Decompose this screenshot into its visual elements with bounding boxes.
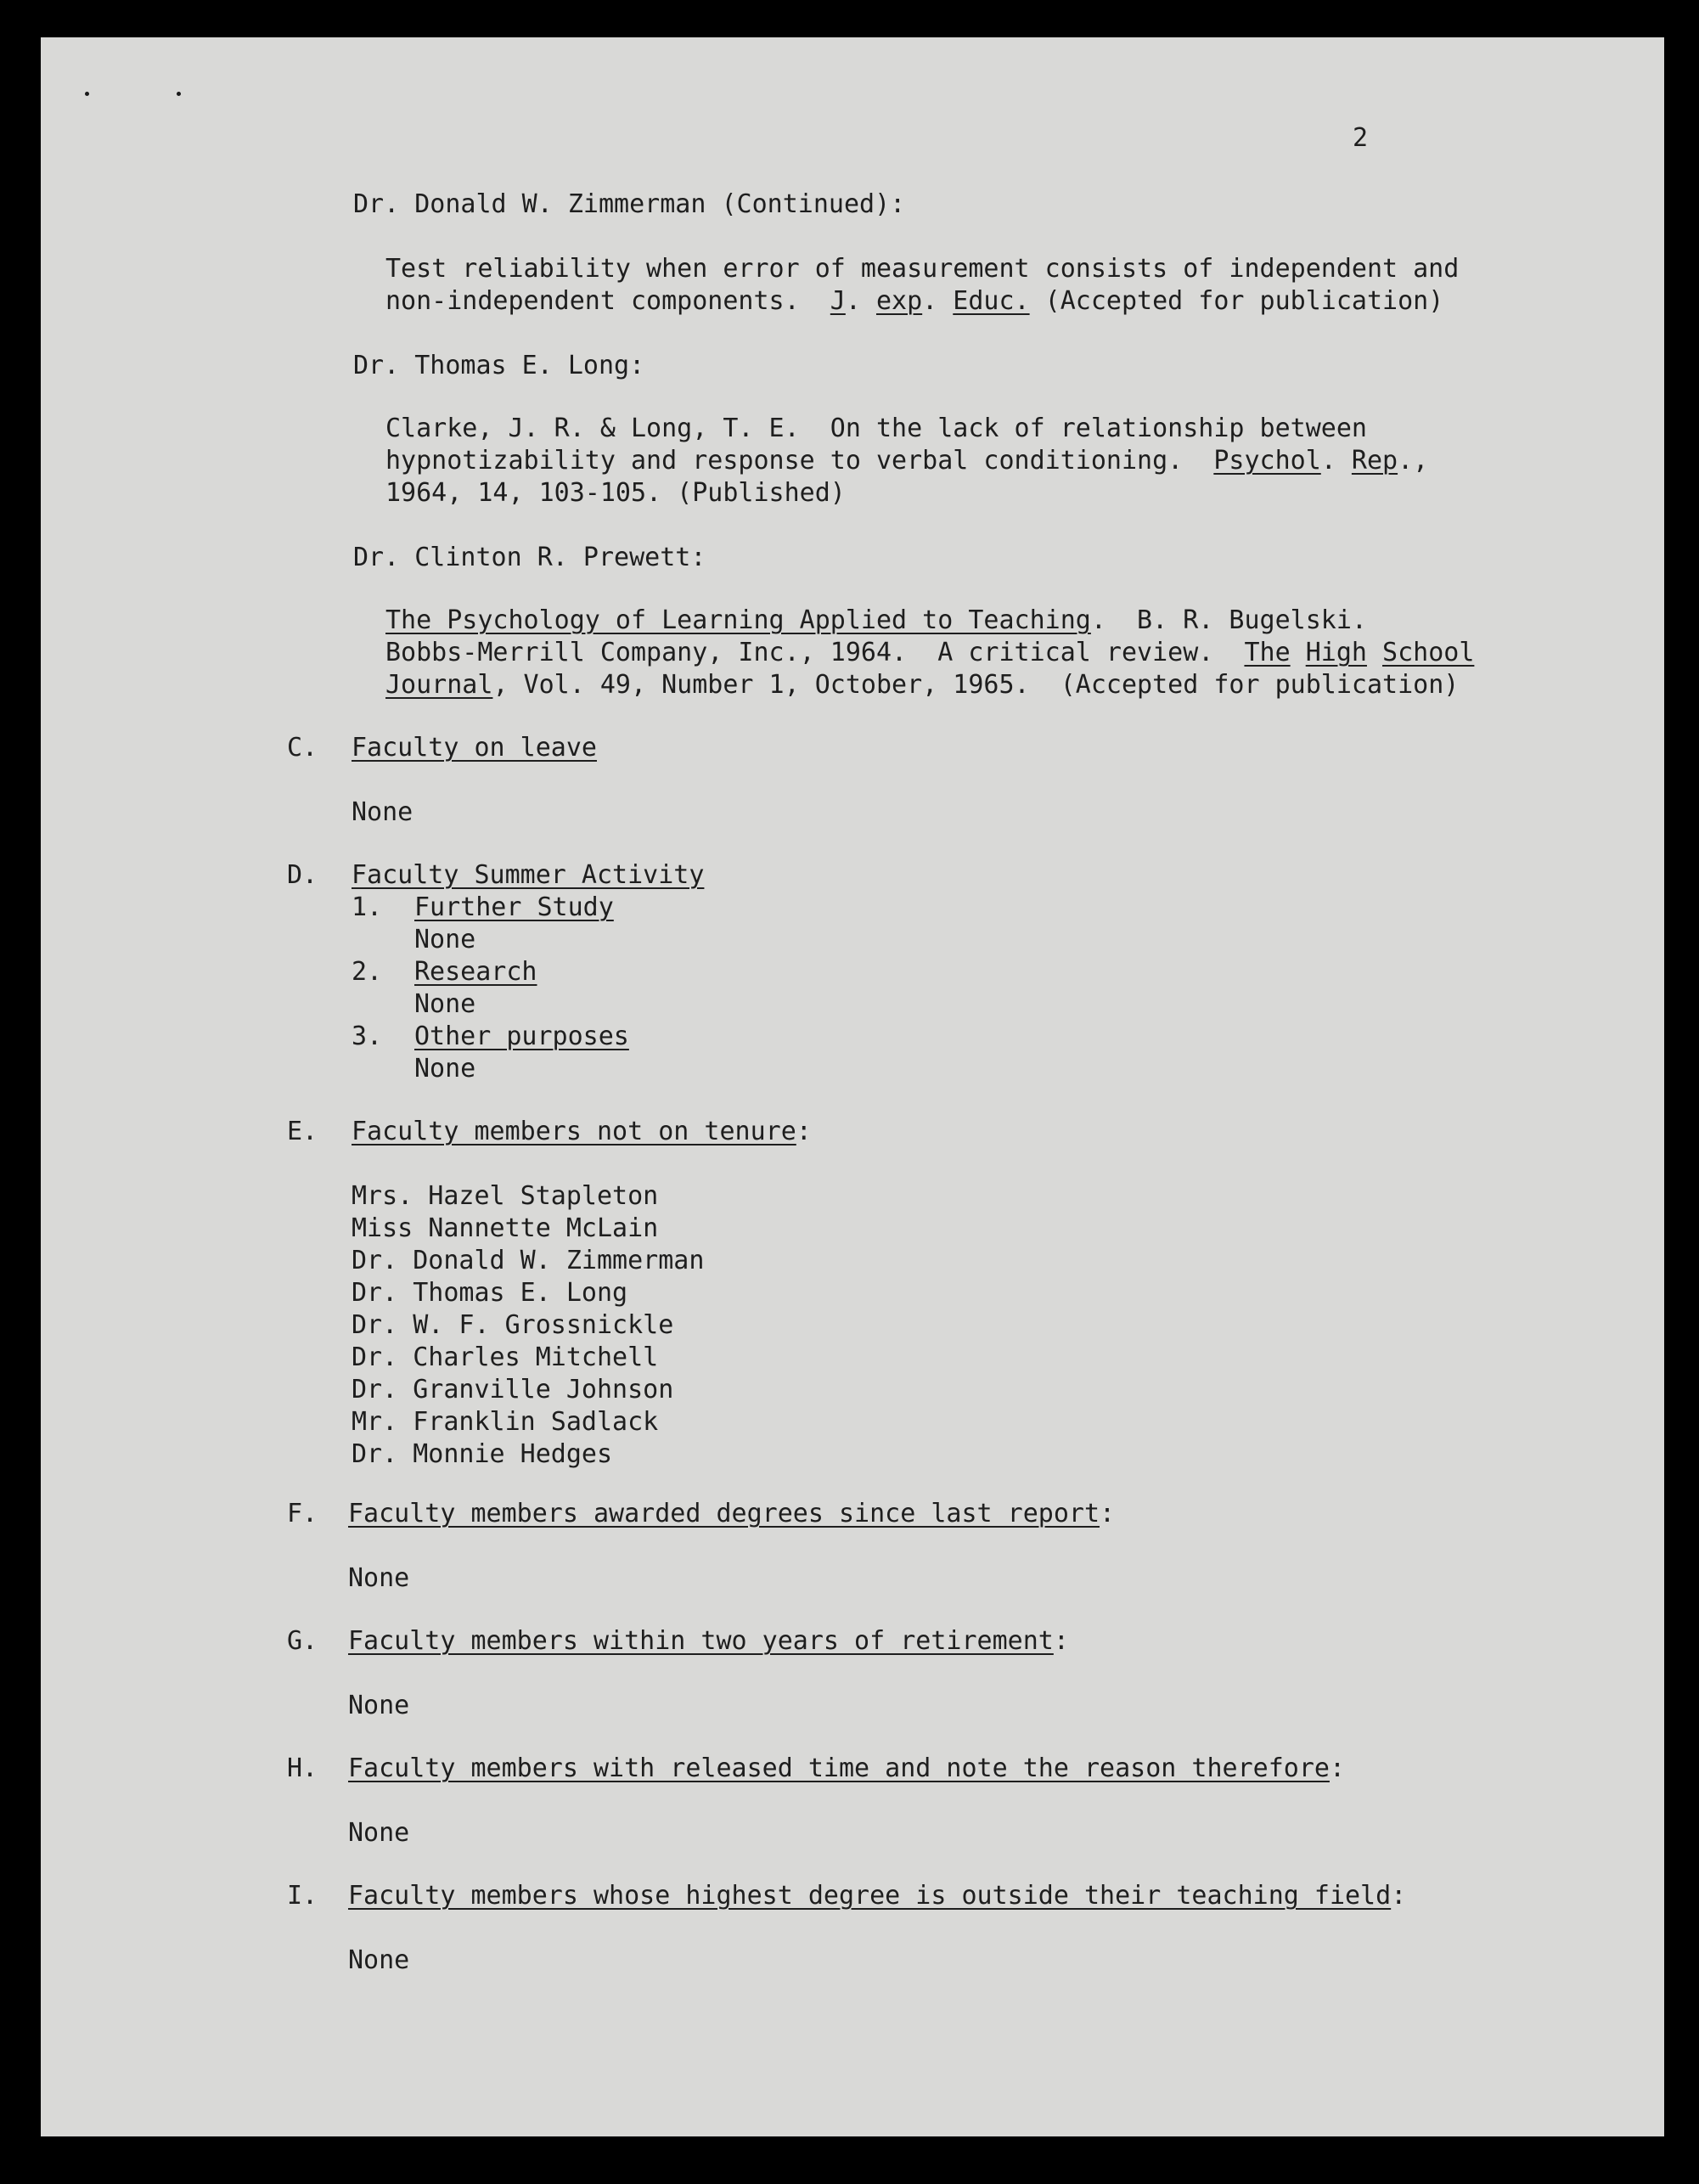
name-list-item: Dr. Charles Mitchell [352, 1342, 659, 1372]
journal-title: Journal [385, 670, 493, 700]
section-c-letter: C. [287, 733, 318, 763]
long-heading: Dr. Thomas E. Long: [353, 351, 645, 380]
section-f-heading: Faculty members awarded degrees since last report: [348, 1499, 1116, 1528]
section-e-title: Faculty members not on tenure [352, 1117, 796, 1146]
zimmerman-line-2: non-independent components. J. exp. Educ. (Accepted for publication) [385, 286, 1444, 316]
section-i-letter: I. [287, 1881, 318, 1911]
journal-abbrev: Educ. [953, 286, 1030, 316]
long-line-3: 1964, 14, 103-105. (Published) [385, 478, 846, 508]
name-list-item: Dr. W. F. Grossnickle [352, 1310, 674, 1340]
journal-abbrev: J [830, 286, 846, 316]
section-g-heading: Faculty members within two years of retirement: [348, 1626, 1069, 1656]
prewett-heading: Dr. Clinton R. Prewett: [353, 543, 706, 572]
name-list-item: Mrs. Hazel Stapleton [352, 1181, 659, 1211]
section-e-letter: E. [287, 1117, 318, 1146]
zimmerman-line-1: Test reliability when error of measurement consists of independent and [385, 254, 1460, 284]
long-line-2: hypnotizability and response to verbal conditioning. Psychol. Rep., [385, 446, 1429, 476]
scan-mark [177, 92, 181, 96]
journal-abbrev: Rep [1351, 446, 1398, 476]
section-d-item-2-body: None [414, 989, 476, 1019]
section-i-title: Faculty members whose highest degree is outside their teaching field [348, 1881, 1392, 1911]
section-c-title: Faculty on leave [352, 733, 597, 763]
scan-mark [85, 92, 89, 96]
section-f-body: None [348, 1563, 410, 1593]
prewett-line-2: Bobbs-Merrill Company, Inc., 1964. A critical review. The High School [385, 638, 1475, 667]
journal-title: The [1244, 638, 1291, 667]
name-list-item: Dr. Granville Johnson [352, 1375, 674, 1404]
section-f-title: Faculty members awarded degrees since last report [348, 1499, 1100, 1528]
section-i-heading: Faculty members whose highest degree is outside their teaching field: [348, 1881, 1407, 1911]
journal-abbrev: exp [875, 286, 923, 316]
name-list-item: Miss Nannette McLain [352, 1213, 659, 1243]
book-title: The Psychology of Learning Applied to Teaching [385, 605, 1091, 635]
section-c-body: None [352, 797, 413, 827]
section-f-letter: F. [287, 1499, 318, 1528]
section-e-heading: Faculty members not on tenure: [352, 1117, 812, 1146]
section-h-letter: H. [287, 1753, 318, 1783]
name-list-item: Mr. Franklin Sadlack [352, 1407, 659, 1437]
section-g-letter: G. [287, 1626, 318, 1656]
long-line-1: Clarke, J. R. & Long, T. E. On the lack of relationship between [385, 414, 1367, 443]
section-h-title: Faculty members with released time and note the reason therefore [348, 1753, 1330, 1783]
name-list-item: Dr. Donald W. Zimmerman [352, 1246, 705, 1275]
section-d-item-1-title: Further Study [414, 892, 614, 922]
journal-abbrev: Psychol [1213, 446, 1321, 476]
section-d-item-3-body: None [414, 1054, 476, 1084]
section-d-item-2-title: Research [414, 957, 537, 987]
prewett-line-3: Journal, Vol. 49, Number 1, October, 1965. (Accepted for publication) [385, 670, 1460, 700]
section-d-title: Faculty Summer Activity [352, 860, 705, 890]
section-h-body: None [348, 1818, 410, 1848]
page-number: 2 [1353, 123, 1369, 153]
document-page [41, 37, 1664, 2136]
prewett-line-1: The Psychology of Learning Applied to Teaching. B. R. Bugelski. [385, 605, 1367, 635]
journal-title: High [1305, 638, 1367, 667]
zimmerman-heading: Dr. Donald W. Zimmerman (Continued): [353, 189, 906, 219]
section-d-item-1-number: 1. [352, 892, 383, 922]
section-h-heading: Faculty members with released time and note the reason therefore: [348, 1753, 1345, 1783]
section-d-letter: D. [287, 860, 318, 890]
section-i-body: None [348, 1945, 410, 1975]
name-list-item: Dr. Thomas E. Long [352, 1278, 628, 1308]
journal-title: School [1382, 638, 1475, 667]
section-g-title: Faculty members within two years of retirement [348, 1626, 1054, 1656]
section-g-body: None [348, 1691, 410, 1720]
section-d-item-3-number: 3. [352, 1022, 383, 1051]
section-d-item-1-body: None [414, 925, 476, 954]
name-list-item: Dr. Monnie Hedges [352, 1439, 613, 1469]
section-d-item-2-number: 2. [352, 957, 383, 987]
section-d-item-3-title: Other purposes [414, 1022, 629, 1051]
